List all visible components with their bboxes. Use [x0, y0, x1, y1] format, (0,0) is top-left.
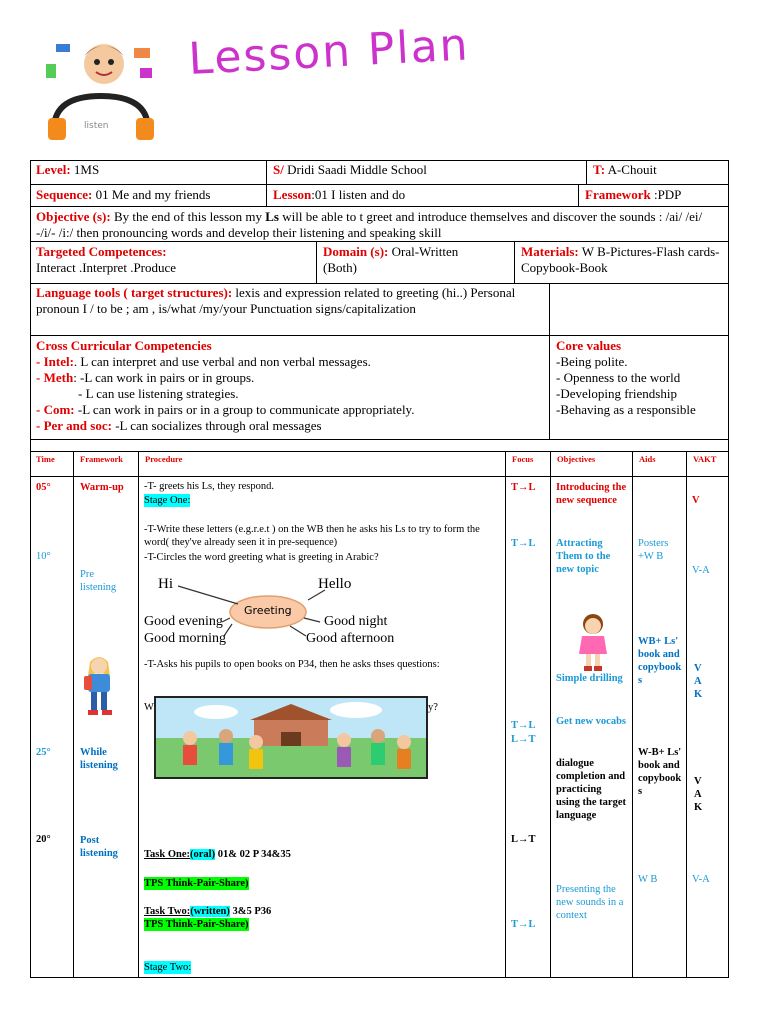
greeting-good-morning: Good morning — [144, 631, 227, 646]
school-label: S/ — [273, 162, 284, 177]
task-one-mode: (oral) — [190, 849, 216, 860]
materials-label: Materials: — [521, 244, 579, 259]
language-tools-empty-cell — [549, 283, 729, 335]
tps-one: TPS Think-Pair-Share) — [144, 878, 249, 889]
cc-item-intel: - Intel:. L can interpret and use verbal and non verbal messages. — [36, 354, 371, 369]
proc-open-books: -T-Asks his pupils to open books on P34, then he asks thses questions: — [144, 659, 440, 670]
cc-item-listening: - L can use listening strategies. — [78, 386, 239, 401]
greeting-good-afternoon: Good afternoon — [306, 631, 395, 646]
teacher-label: T: — [593, 162, 606, 177]
language-tools-cell — [30, 283, 549, 335]
spacer-row — [30, 439, 729, 451]
competences-value: Interact .Interpret .Produce — [36, 260, 177, 275]
header-focus: Focus — [505, 451, 550, 476]
focus-2: T→L — [511, 538, 536, 549]
girl-walking-image — [78, 652, 120, 718]
level-value: 1MS — [70, 162, 100, 177]
focus-6: T→L — [511, 919, 536, 930]
materials-value: W B-Pictures-Flash cards-Copybook-Book — [521, 244, 720, 275]
task-two — [144, 905, 271, 918]
objective-1: Introducing the new sequence — [556, 482, 627, 506]
objective-text-2: will be able to t greet and introduce themselves and discover the sounds : /ai/ /ei/ -/i/- /i:/ then pronouncing words and develop their listening and speaking skill — [36, 209, 703, 240]
objective-3: Simple drilling — [556, 673, 623, 684]
materials-cell — [514, 241, 729, 283]
objective-5: dialogue completion and practicing using the target language — [556, 758, 626, 821]
time-warmup: 05° — [36, 482, 51, 493]
school-cell — [266, 160, 586, 184]
objective-6: Presenting the new sounds in a context — [556, 884, 624, 921]
task-two-text: 3&5 P36 — [229, 906, 272, 917]
greeting-center: Greeting — [244, 604, 292, 617]
cross-curricular-cell — [30, 335, 549, 439]
greeting-good-evening: Good evening — [144, 614, 223, 629]
time-pre: 10° — [36, 551, 51, 562]
focus-4: L→T — [511, 734, 536, 745]
school-value: Dridi Saadi Middle School — [283, 162, 427, 177]
level-cell — [30, 160, 266, 184]
lesson-label: Lesson — [273, 187, 312, 202]
objective-text-1: By the end of this lesson my — [110, 209, 266, 224]
page-title: Lesson Plan — [187, 19, 471, 85]
logo — [36, 34, 178, 140]
cc-item-com: - Com: -L can work in pairs or in a group to communicate appropriately. — [36, 402, 415, 417]
task-one — [144, 848, 291, 861]
framework-warmup: Warm-up — [80, 482, 124, 493]
core-value-item: -Being polite. — [556, 354, 628, 369]
objective-cell — [30, 206, 729, 241]
objective-4: Get new vocabs — [556, 716, 626, 727]
vakt-3: V A K — [694, 663, 703, 700]
language-tools-label: Language tools ( target structures): — [36, 285, 233, 300]
vakt-1: V — [692, 495, 700, 506]
competences-label: Targeted Competences: — [36, 244, 167, 259]
header-time: Time — [30, 451, 73, 476]
proc-greets: -T- greets his Ls, they respond. — [144, 481, 274, 492]
sequence-label: Sequence: — [36, 187, 93, 202]
greeting-hello: Hello — [318, 576, 352, 592]
framework-while: While listening — [80, 747, 118, 771]
objective-label: Objective (s): — [36, 209, 111, 224]
level-label: Level: — [36, 162, 71, 177]
domain-cell — [316, 241, 514, 283]
girl-standing-image — [576, 612, 610, 672]
time-while: 25° — [36, 747, 51, 758]
lesson-cell — [266, 184, 578, 206]
vakt-2: V-A — [692, 565, 710, 576]
proc-stage-one: Stage One: — [144, 495, 191, 506]
core-values-cell — [549, 335, 729, 439]
sequence-cell — [30, 184, 266, 206]
objective-ls: Ls — [265, 209, 279, 224]
tps-two: TPS Think-Pair-Share) — [144, 919, 249, 930]
lesson-value: :01 I listen and do — [311, 187, 406, 202]
sequence-value: 01 Me and my friends — [92, 187, 211, 202]
task-one-label: Task One: — [144, 849, 191, 860]
task-one-text: 01& 02 P 34&35 — [215, 849, 291, 860]
competences-cell — [30, 241, 316, 283]
framework-post: Post listening — [80, 835, 118, 859]
task-two-label: Task Two: — [144, 906, 191, 917]
framework-label: Framework — [585, 187, 651, 202]
header-procedure: Procedure — [138, 451, 505, 476]
domain-label: Domain (s): — [323, 244, 389, 259]
teacher-cell — [586, 160, 729, 184]
greeting-mindmap — [140, 572, 430, 652]
cross-curricular-label: Cross Curricular Competencies — [36, 338, 212, 353]
aids-3: W-B+ Ls' book and copybooks — [638, 747, 682, 797]
language-tools-value: lexis and expression related to greeting (hi..) Personal pronoun I / to be ; am , is/what /my/your Punctuation signs/capitalization — [36, 285, 516, 316]
proc-circles: -T-Circles the word greeting what is greeting in Arabic? — [144, 552, 379, 563]
greeting-good-night: Good night — [324, 614, 388, 629]
col-framework — [73, 476, 138, 978]
framework-pre: Pre listening — [80, 569, 117, 593]
aids-1: Posters +W B — [638, 538, 669, 562]
col-vakt — [686, 476, 729, 978]
teacher-value: A-Chouit — [605, 162, 657, 177]
core-value-item: - Openness to the world — [556, 370, 681, 385]
greeting-hi: Hi — [158, 576, 173, 592]
header-objectives: Objectives — [550, 451, 632, 476]
cc-item-meth: - Meth: -L can work in pairs or in groups. — [36, 370, 255, 385]
header-aids: Aids — [632, 451, 686, 476]
cc-item-per-soc: - Per and soc: -L can socializes through oral messages — [36, 418, 322, 433]
core-value-item: -Behaving as a responsible — [556, 402, 696, 417]
header-framework: Framework — [73, 451, 138, 476]
focus-3: T→L — [511, 720, 536, 731]
focus-1: T→L — [511, 482, 536, 493]
book-picture — [154, 696, 428, 779]
objective-2: Attracting Them to the new topic — [556, 538, 611, 575]
proc-write-letters: -T-Write these letters (e.g.r.e.t ) on the WB then he asks his Ls to try to form the word( they've already seen it in pre-sequence) — [144, 524, 480, 548]
vakt-4: V A K — [694, 776, 703, 813]
domain-value-1: Oral-Written — [388, 244, 459, 259]
vakt-5: V-A — [692, 874, 710, 885]
proc-stage-two: Stage Two: — [144, 962, 192, 973]
header-vakt: VAKT — [686, 451, 729, 476]
framework-cell — [578, 184, 729, 206]
task-two-mode: (written) — [190, 906, 230, 917]
aids-4: W B — [638, 874, 658, 885]
core-value-item: -Developing friendship — [556, 386, 677, 401]
core-values-label: Core values — [556, 338, 622, 353]
focus-5: L→T — [511, 834, 536, 845]
proc-question-start: W — [144, 702, 154, 713]
aids-2: WB+ Ls' book and copybooks — [638, 636, 682, 686]
framework-value: :PDP — [650, 187, 682, 202]
proc-question-end: y? — [428, 702, 438, 713]
domain-value-2: (Both) — [323, 260, 357, 275]
time-post: 20° — [36, 834, 51, 845]
svg-text:listen: listen — [84, 121, 109, 131]
